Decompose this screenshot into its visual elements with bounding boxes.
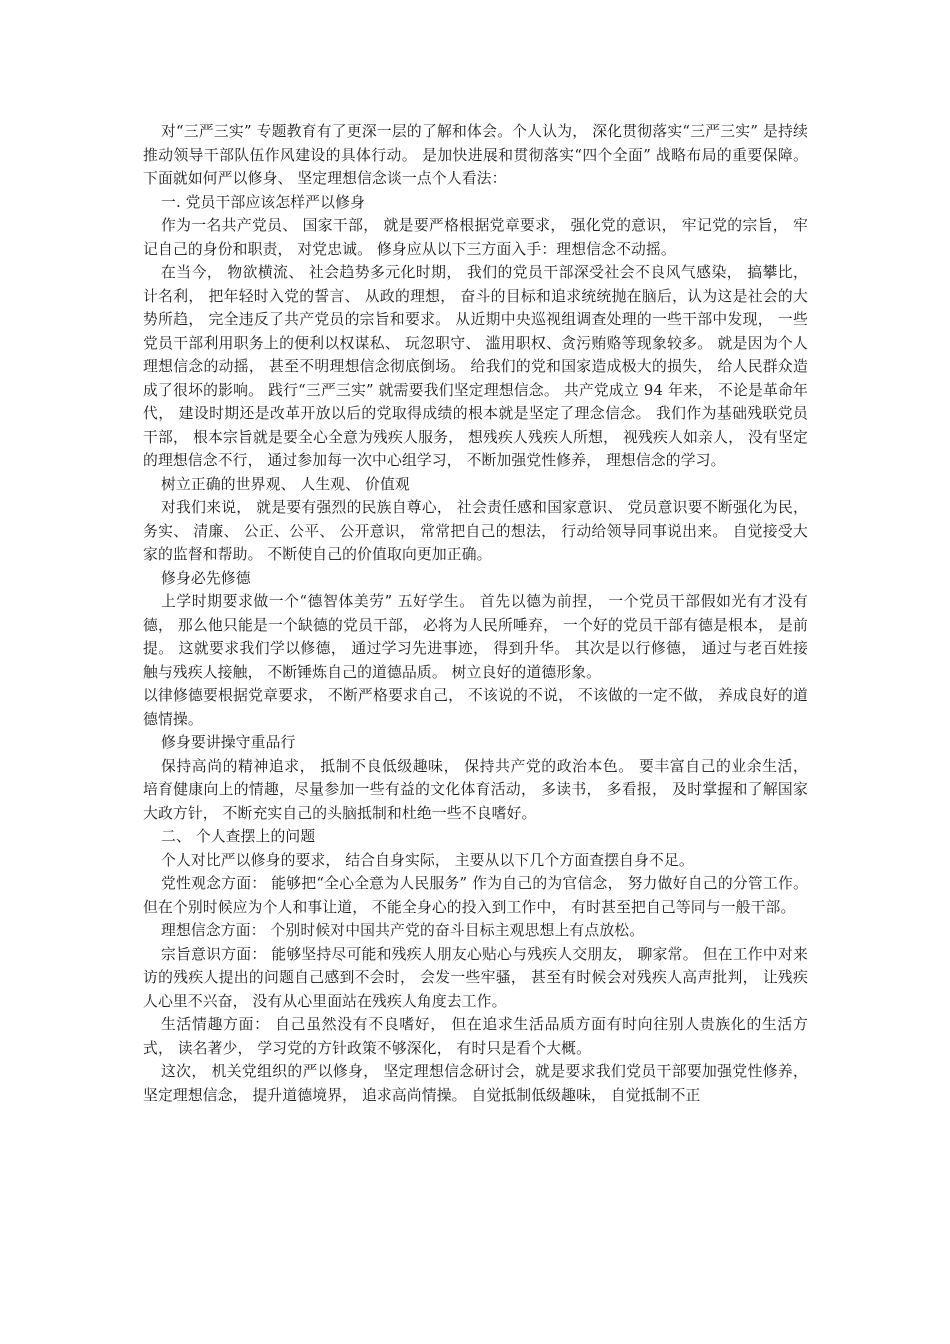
paragraph: 作为一名共产党员、 国家干部， 就是要严格根据党章要求， 强化党的意识， 牢记党的宗旨， 牢记自己的身份和职责， 对党忠诚。 修身应从以下三方面入手：理想信念不动摇。: [143, 217, 808, 258]
subsection-heading: 修身要讲操守重品行: [161, 734, 296, 751]
section-heading-2: 二、 个人查摆上的问题: [161, 828, 316, 845]
paragraph-intro: 对“三严三实” 专题教育有了更深一层的了解和体会。个人认为， 深化贯彻落实“三严三实” 是持续推动领导干部队伍作风建设的具体行动。 是加快进展和贯彻落实“四个全面” 战略布局的重要保障。 下面就如何严以修身、 坚定理想信念谈一点个人看法：: [143, 123, 808, 187]
paragraph: 这次， 机关党组织的严以修身， 坚定理想信念研讨会，就是要求我们党员干部要加强党性修养， 坚定理想信念， 提升道德境界， 追求高尚情操。 自觉抵制低级趣味， 自觉抵制不正: [143, 1063, 808, 1104]
paragraph: 个人对比严以修身的要求， 结合自身实际， 主要从以下几个方面查摆自身不足。: [161, 851, 694, 869]
paragraph: 以律修德要根据党章要求， 不断严格要求自己， 不该说的不说， 不该做的一定不做， 养成良好的道德情操。: [143, 687, 808, 728]
paragraph: 上学时期要求做一个“德智体美劳” 五好学生。 首先以德为前捏， 一个党员干部假如光有才没有德， 那么他只能是一个缺德的党员干部， 必将为人民所唾弃， 一个好的党员干部有德是根本， 是前提。 这就要求我们学以修德， 通过学习先进事迹， 得到升华。 其次是以行修德， 通过与老百姓接触与残疾人接触， 不断锤炼自己的道德品质。 树立良好的道德形象。: [143, 593, 808, 681]
paragraph: 对我们来说， 就是要有强烈的民族自尊心， 社会责任感和国家意识、 党员意识要不断强化为民， 务实、 清廉、 公正、公平、 公开意识， 常常把自己的想法， 行动给领导同事说出来。 自觉接受大家的监督和帮助。 不断使自己的价值取向更加正确。: [143, 499, 808, 563]
section-heading-1: 一. 党员干部应该怎样严以修身: [161, 193, 366, 211]
document-page: [143, 120, 808, 1320]
paragraph: 保持高尚的精神追求， 抵制不良低级趣味， 保持共产党的政治本色。 要丰富自己的业余生活， 培育健康向上的情趣，尽量参加一些有益的文化体育活动， 多读书， 多看报， 及时掌握和了解国家大政方针， 不断充实自己的头脑抵制和杜绝一些不良嗜好。: [143, 757, 808, 822]
paragraph: 在当今， 物欲横流、 社会趋势多元化时期， 我们的党员干部深受社会不良风气感染， 搞攀比， 计名利， 把年轻时入党的誓言、 从政的理想， 奋斗的目标和追求统统抛在脑后，认为这是社会的大势所趋， 完全违反了共产党员的宗旨和要求。 从近期中央巡视组调查处理的一些干部中发现， 一些党员干部利用职务上的便利以权谋私、 玩忽职守、 滥用职权、贪污贿赂等现象较多。 就是因为个人理想信念的动摇， 甚至不明理想信念彻底倒场。 给我们的党和国家造成极大的损失， 给人民群众造成了很坏的影响。 践行“三严三实” 就需要我们坚定理想信念。 共产党成立 94 年来， 不论是革命年代， 建设时期还是改革开放以后的党取得成绩的根本就是坚定了理念信念。 我们作为基础残联党员干部， 根本宗旨就是要全心全意为残疾人服务， 想残疾人残疾人所想， 视残疾人如亲人， 没有坚定的理想信念不行， 通过参加每一次中心组学习， 不断加强党性修养， 理想信念的学习。: [143, 264, 808, 469]
paragraph: 生活情趣方面： 自己虽然没有不良嗜好， 但在追求生活品质方面有时向往别人贵族化的生活方式， 读名著少， 学习党的方针政策不够深化， 有时只是看个大概。: [143, 1016, 808, 1057]
paragraph: 理想信念方面： 个别时候对中国共产党的奋斗目标主观思想上有点放松。: [161, 922, 645, 939]
subsection-heading: 修身必先修德: [161, 569, 251, 587]
subsection-heading: 树立正确的世界观、 人生观、 价值观: [161, 475, 410, 493]
paragraph: 党性观念方面： 能够把“全心全意为人民服务” 作为自己的为官信念， 努力做好自己的分管工作。 但在个别时候应为个人和事让道， 不能全身心的投入到工作中， 有时甚至把自己等同与一般干部。: [143, 875, 808, 916]
paragraph: 宗旨意识方面： 能够坚持尽可能和残疾人朋友心贴心与残疾人交朋友， 聊家常。 但在工作中对来访的残疾人提出的问题自己感到不会时， 会发一些牢骚， 甚至有时候会对残疾人高声批判， 让残疾人心里不兴奋， 没有从心里面站在残疾人角度去工作。: [143, 945, 808, 1010]
